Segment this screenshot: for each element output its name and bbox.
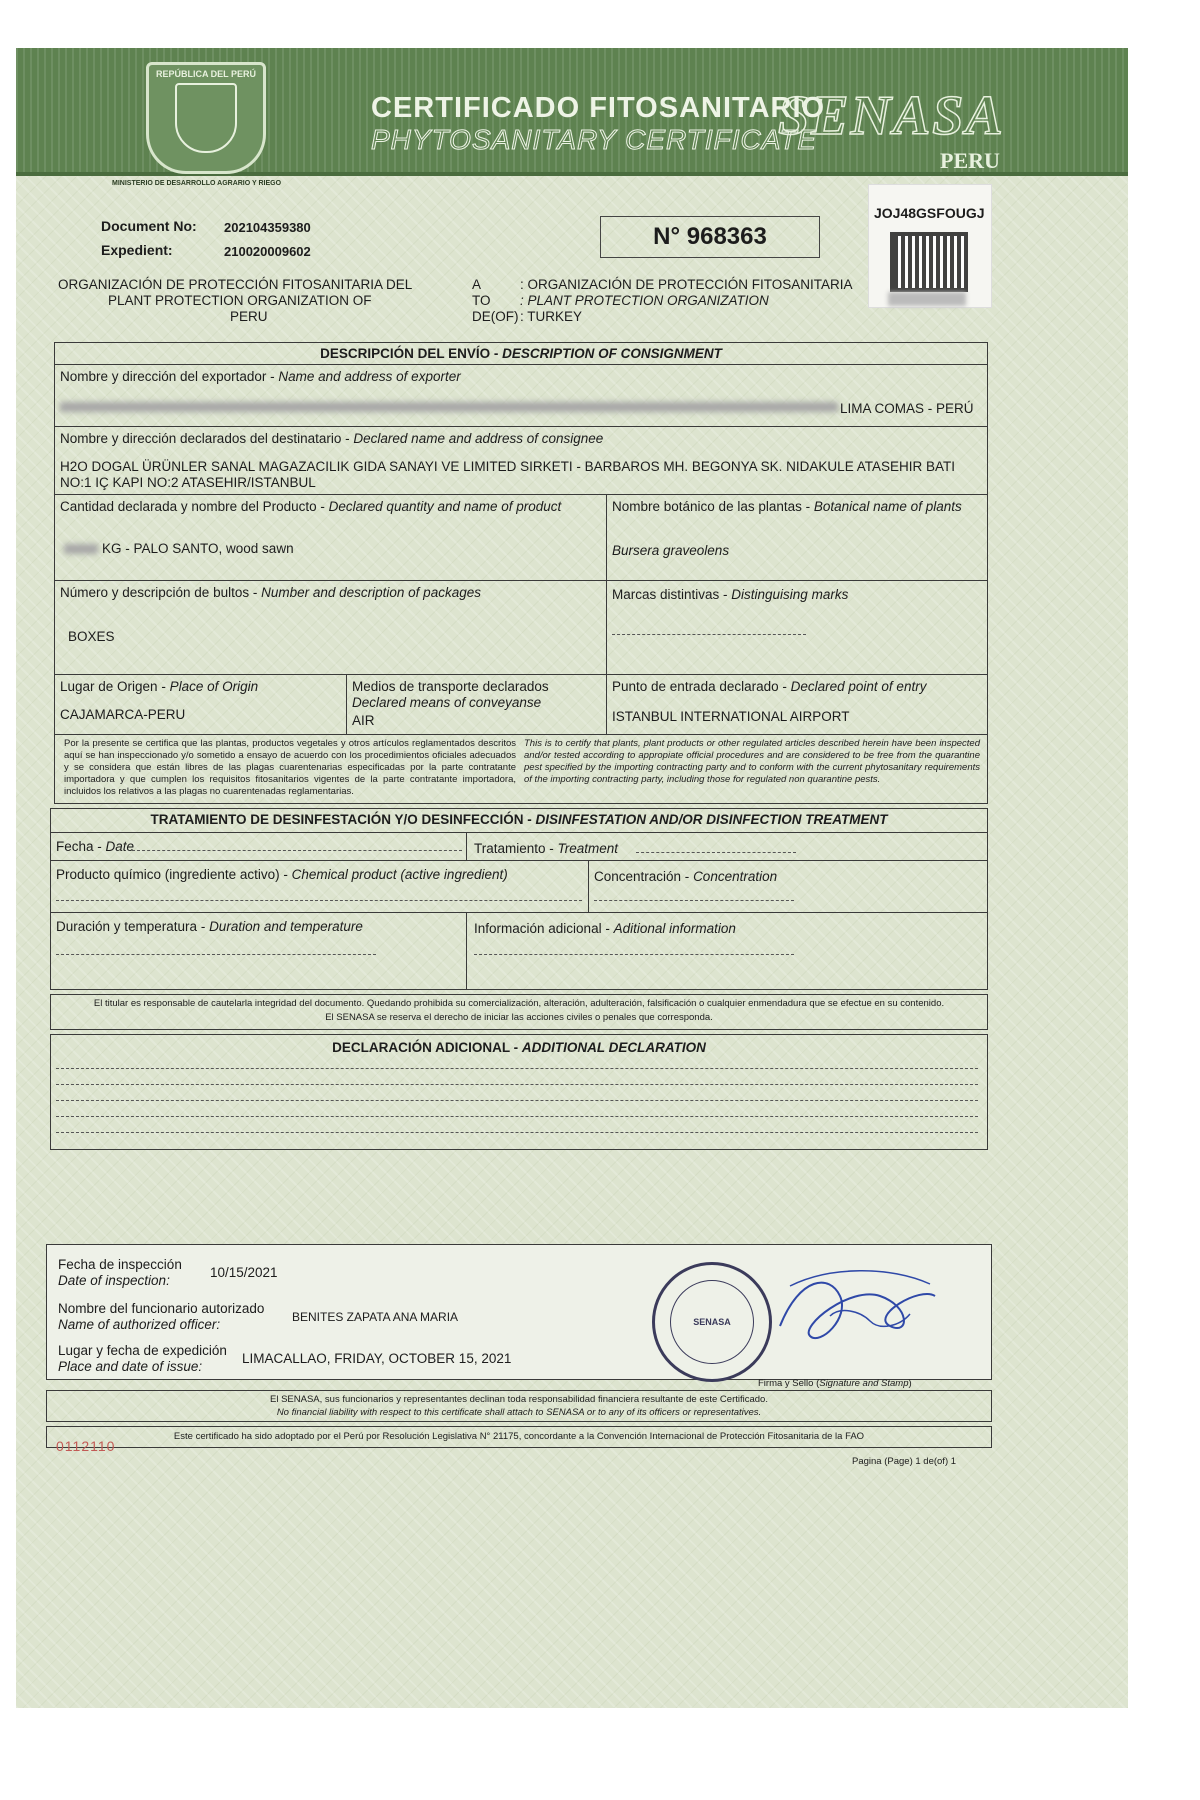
from-org-line2: PLANT PROTECTION ORGANIZATION OF [108,293,372,308]
treatment-box [50,808,988,990]
liability-es: El SENASA, sus funcionarios y representantes declinan toda responsabilidad financiera resultante de este Certificado. [270,1394,768,1405]
concentration-label: Concentración - Concentration [594,869,778,884]
doc-no-label: Document No: [101,218,197,234]
exporter-label: Nombre y dirección del exportador - Name and address of exporter [60,369,461,384]
to-to-label: TO [472,293,491,308]
treatment-heading: TRATAMIENTO DE DESINFESTACIÓN Y/O DESINFECCIÓN - DISINFESTATION AND/OR DISINFECTION TREATMENT [150,812,888,827]
certify-text-en: This is to certify that plants, plant products or other regulated articles described herein have been inspected and/or tested according to appropiate official procedures and are considered to be free from the quarantine pest specified by the importing contracting party and to conform with the current phytosanitary requirements of the importing contracting party, including those for regulated non quarantine pests. [524,738,980,785]
inspection-date-label-es: Fecha de inspección [58,1257,182,1272]
certificate-header [16,48,1128,176]
title-english: PHYTOSANITARY CERTIFICATE [371,124,818,155]
packages-value: BOXES [68,629,115,644]
to-a-label: A [472,277,482,292]
qr-code-redaction [888,292,966,306]
place-label-es: Lugar y fecha de expedición [58,1343,227,1358]
place-value: LIMACALLAO, FRIDAY, OCTOBER 15, 2021 [242,1351,512,1366]
officer-label-en: Name of authorized officer: [58,1317,221,1332]
consignment-heading: DESCRIPCIÓN DEL ENVÍO - DESCRIPTION OF CONSIGNMENT [320,346,722,361]
entry-value: ISTANBUL INTERNATIONAL AIRPORT [612,709,850,724]
to-org-line3: : TURKEY [520,309,583,324]
origin-value: CAJAMARCA-PERU [60,707,186,722]
qr-code-icon [890,232,968,292]
marks-label: Marcas distintivas - Distinguising marks [612,587,849,602]
national-crest-icon: REPÚBLICA DEL PERÚ [146,62,266,174]
consignee-line2: NO:1 IÇ KAPI NO:2 ATASEHIR/ISTANBUL [60,475,316,490]
serial-number: 0112110 [56,1438,116,1454]
additional-info-label: Información adicional - Aditional information [474,921,736,936]
to-de-label: DE(OF) [472,309,519,324]
expedient-value: 210020009602 [224,244,311,259]
adoption-text: Este certificado ha sido adoptado por el Perú por Resolución Legislativa N° 21175, concordante a la Convención Internacional de Protección Fitosanitaria de la FAO [173,1431,865,1442]
treatment-date-label: Fecha - Date [56,839,135,854]
place-label-en: Place and date of issue: [58,1359,203,1374]
certify-text-es: Por la presente se certifica que las plantas, productos vegetales y otros artículos reglamentados descritos aquí se han inspeccionado y/o sometido a ensayo de acuerdo con los procedimientos oficiales adecuados y se considera que están libres de las plagas cuarentenarias especificadas por la parte contratante importadora y que cumplen los requisitos fitosanitarios vigentes de la parte contratante importadora, incluidos los relativos a las plagas no cuarentenadas reglamentarias. [64,738,516,797]
disclaimer-line2: El SENASA se reserva el derecho de iniciar las acciones civiles o penales que corresponda. [325,1012,713,1023]
treatment-type-label: Tratamiento - Treatment [474,841,619,856]
from-org-line1: ORGANIZACIÓN DE PROTECCIÓN FITOSANITARIA DEL [58,277,413,292]
botanical-value: Bursera graveolens [612,543,730,558]
consignee-label: Nombre y dirección declarados del destinatario - Declared name and address of consignee [60,431,604,446]
certificate-page [16,48,1128,1708]
duration-label: Duración y temperatura - Duration and temperature [56,919,363,934]
exporter-redaction [60,402,838,412]
consignee-line1: H2O DOGAL ÜRÜNLER SANAL MAGAZACILIK GIDA SANAYI VE LIMITED SIRKETI - BARBAROS MH. BEGONYA SK. NIDAKULE ATASEHIR BATI [60,459,955,474]
additional-declaration-heading: DECLARACIÓN ADICIONAL - ADDITIONAL DECLARATION [332,1040,706,1055]
title-spanish: CERTIFICADO FITOSANITARIO [371,92,826,124]
official-stamp-icon: SENASA [652,1262,772,1382]
to-org-line1: : ORGANIZACIÓN DE PROTECCIÓN FITOSANITARIA [520,277,853,292]
senasa-logo-sub: PERU [940,148,1000,173]
officer-label-es: Nombre del funcionario autorizado [58,1301,265,1316]
to-org-line2: : PLANT PROTECTION ORGANIZATION [520,293,769,308]
expedient-label: Expedient: [101,242,173,258]
liability-en: No financial liability with respect to this certificate shall attach to SENASA or to any of its officers or representatives. [276,1407,762,1418]
ministry-label: MINISTERIO DE DESARROLLO AGRARIO Y RIEGO [112,180,282,187]
doc-no-value: 202104359380 [224,220,311,235]
disclaimer-line1: El titular es responsable de cautelarla integridad del documento. Quedando prohibida su comercialización, alteración, adulteración, falsificación o cualquier enmendadura que se efectue en su contenido. [93,998,945,1009]
origin-label: Lugar de Origen - Place of Origin [60,679,259,694]
packages-label: Número y descripción de bultos - Number and description of packages [60,585,481,600]
transport-label-en: Declared means of conveyanse [352,695,542,710]
transport-label-es: Medios de transporte declarados [352,679,549,694]
qr-code-text: JOJ48GSFOUGJ [874,205,985,221]
senasa-logo: SENASA [778,85,1005,147]
chemical-label: Producto químico (ingrediente activo) - Chemical product (active ingredient) [56,867,508,882]
quantity-value: KG - PALO SANTO, wood sawn [102,541,294,556]
transport-value: AIR [352,713,375,728]
botanical-label: Nombre botánico de las plantas - Botanical name of plants [612,499,962,514]
page-number: Pagina (Page) 1 de(of) 1 [852,1456,957,1467]
exporter-value: LIMA COMAS - PERÚ [840,401,974,416]
certificate-number: N° 968363 [600,216,820,258]
officer-value: BENITES ZAPATA ANA MARIA [292,1310,459,1324]
entry-label: Punto de entrada declarado - Declared point of entry [612,679,927,694]
signature-stamp-label: Firma y Sello (Signature and Stamp) [758,1378,912,1389]
inspection-date-value: 10/15/2021 [210,1265,278,1280]
quantity-label: Cantidad declarada y nombre del Producto - Declared quantity and name of product [60,499,562,514]
officer-signature-icon [770,1266,940,1356]
from-org-line3: PERU [230,309,268,324]
quantity-redaction [64,544,98,554]
inspection-date-label-en: Date of inspection: [58,1273,170,1288]
